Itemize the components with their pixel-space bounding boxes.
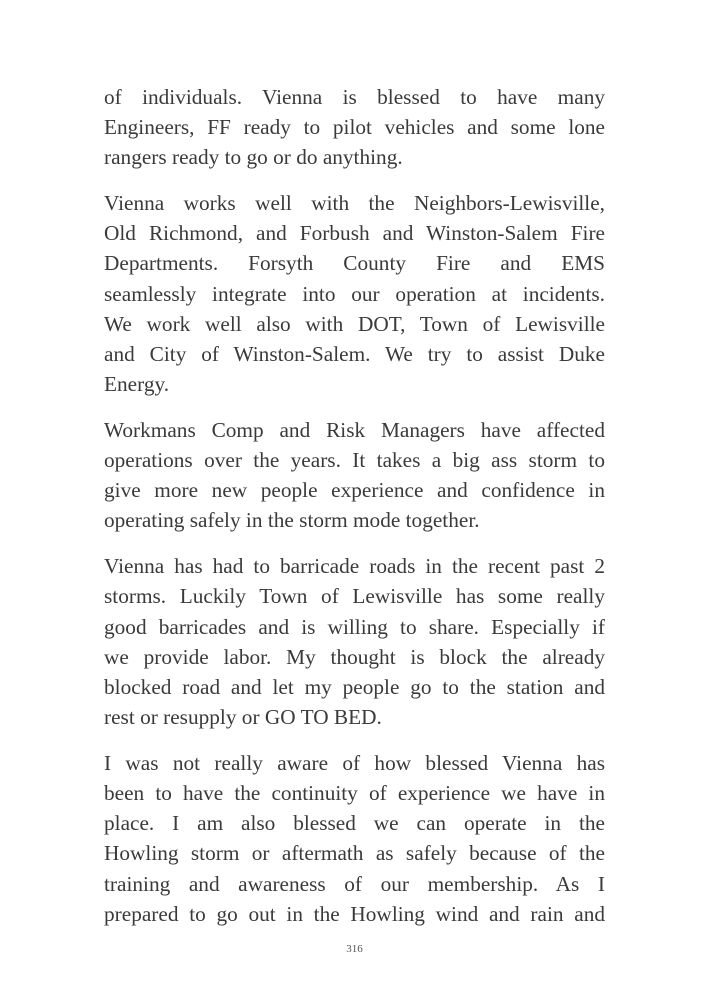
text-line: Old Richmond, and Forbush and Winston-Salem Fire [104, 221, 605, 246]
text-line: Vienna works well with the Neighbors-Lewisville, [104, 191, 605, 216]
text-line: blocked road and let my people go to the station and [104, 674, 605, 699]
text-line: give more new people experience and confidence in [104, 478, 605, 503]
text-line: rest or resupply or GO TO BED. [104, 705, 382, 730]
paragraph-barricades [104, 551, 605, 732]
document-body [104, 82, 605, 944]
text-line: operations over the years. It takes a big ass storm to [104, 448, 605, 473]
text-line: Workmans Comp and Risk Managers have affected [104, 417, 605, 442]
text-line: rangers ready to go or do anything. [104, 145, 403, 170]
text-line: place. I am also blessed we can operate in the [104, 811, 605, 836]
text-line: good barricades and is willing to share. Especially if [104, 614, 605, 639]
text-line: Energy. [104, 372, 170, 397]
text-line: seamlessly integrate into our operation at incidents. [104, 281, 605, 306]
text-line: Departments. Forsyth County Fire and EMS [104, 251, 605, 276]
paragraph-workmans-comp [104, 415, 605, 536]
paragraph-individuals [104, 82, 605, 173]
text-line: Howling storm or aftermath as safely because of the [104, 841, 605, 866]
text-line: operating safely in the storm mode together. [104, 508, 480, 533]
text-line: of individuals. Vienna is blessed to have many [104, 85, 605, 109]
text-line: We work well also with DOT, Town of Lewisville [104, 311, 605, 336]
text-line: I was not really aware of how blessed Vienna has [104, 750, 605, 775]
text-line: we provide labor. My thought is block the already [104, 644, 605, 669]
text-line: training and awareness of our membership. As I [104, 871, 605, 896]
text-line: prepared to go out in the Howling wind and rain and [104, 901, 605, 926]
text-line: Vienna has had to barricade roads in the recent past 2 [104, 554, 605, 579]
text-line: storms. Luckily Town of Lewisville has some really [104, 584, 605, 609]
text-line: and City of Winston-Salem. We try to assist Duke [104, 342, 605, 366]
paragraph-neighbors [104, 188, 605, 399]
page-number: 316 [346, 943, 363, 955]
text-line: Engineers, FF ready to pilot vehicles and some lone [104, 115, 605, 140]
text-line: been to have the continuity of experience we have in [104, 780, 605, 805]
paragraph-blessed [104, 748, 605, 929]
